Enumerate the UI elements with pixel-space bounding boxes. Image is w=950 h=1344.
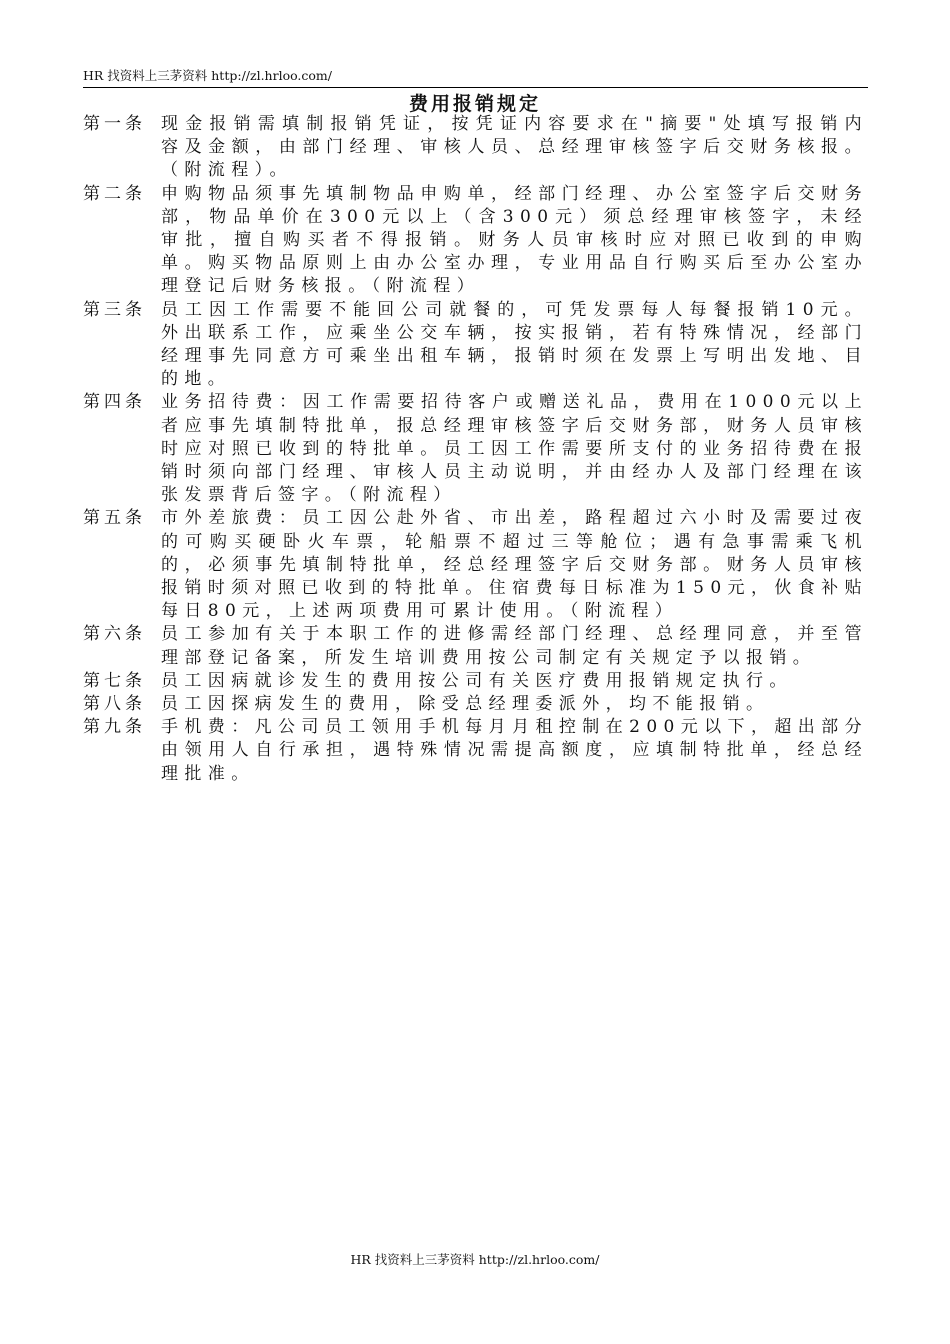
article-3 bbox=[83, 299, 868, 392]
document-title: 费用报销规定 bbox=[408, 93, 541, 115]
article-2 bbox=[83, 183, 868, 299]
article-label: 第四条 bbox=[83, 392, 146, 413]
article-label: 第五条 bbox=[83, 508, 146, 529]
article-text: 市外差旅费：员工因公赴外省、市出差，路程超过六小时及需要过夜的可购买硬卧火车票，轮船票不超过三等舱位；遇有急事需乘飞机的，必须事先填制特批单，经总经理签字后交财务部。财务人员审核报销时须对照已收到的特批单。住宿费每日标准为150元，伙食补贴每日80元，上述两项费用可累计使用。（附流程） bbox=[161, 508, 868, 622]
article-5 bbox=[83, 507, 868, 623]
article-7 bbox=[83, 670, 868, 693]
article-text: 员工因工作需要不能回公司就餐的，可凭发票每人每餐报销10元。外出联系工作，应乘坐公交车辆，按实报销，若有特殊情况，经部门经理事先同意方可乘坐出租车辆，报销时须在发票上写明出发地、目的地。 bbox=[161, 299, 868, 390]
article-label: 第九条 bbox=[83, 717, 146, 738]
article-text: 员工因病就诊发生的费用按公司有关医疗费用报销规定执行。 bbox=[161, 670, 793, 691]
page-footer: HR 找资料上三茅资料 http://zl.hrloo.com/ bbox=[350, 1252, 600, 1267]
article-label: 第二条 bbox=[83, 183, 146, 204]
article-text: 现金报销需填制报销凭证，按凭证内容要求在"摘要"处填写报销内容及金额，由部门经理、审核人员、总经理审核签字后交财务核报。（附流程）。 bbox=[161, 114, 868, 181]
article-1 bbox=[83, 113, 868, 183]
article-label: 第三条 bbox=[83, 299, 146, 320]
article-text: 员工因探病发生的费用，除受总经理委派外，均不能报销。 bbox=[161, 694, 770, 715]
page-header: HR 找资料上三茅资料 http://zl.hrloo.com/ bbox=[83, 66, 868, 88]
article-8 bbox=[83, 693, 868, 716]
article-label: 第一条 bbox=[83, 114, 146, 134]
article-label: 第七条 bbox=[83, 670, 146, 691]
article-list bbox=[83, 113, 868, 786]
article-label: 第八条 bbox=[83, 694, 146, 715]
article-text: 业务招待费：因工作需要招待客户或赠送礼品，费用在1000元以上者应事先填制特批单，报总经理审核签字后交财务部，财务人员审核时应对照已收到的特批单。员工因工作需要所支付的业务招待费在报销时须向部门经理、审核人员主动说明，并由经办人及部门经理在该张发票背后签字。（附流程） bbox=[161, 392, 868, 506]
article-9 bbox=[83, 716, 868, 786]
article-4 bbox=[83, 391, 868, 507]
article-text: 申购物品须事先填制物品申购单，经部门经理、办公室签字后交财务部，物品单价在300元以上（含300元）须总经理审核签字，未经审批，擅自购买者不得报销。财务人员审核时应对照已收到的申购单。购买物品原则上由办公室办理，专业用品自行购买后至办公室办理登记后财务核报。（附流程） bbox=[161, 183, 868, 297]
article-text: 员工参加有关于本职工作的进修需经部门经理、总经理同意，并至管理部登记备案，所发生培训费用按公司制定有关规定予以报销。 bbox=[161, 624, 868, 668]
article-text: 手机费：凡公司员工领用手机每月月租控制在200元以下，超出部分由领用人自行承担，遇特殊情况需提高额度，应填制特批单，经总经理批准。 bbox=[161, 717, 868, 784]
article-label: 第六条 bbox=[83, 624, 146, 645]
article-6 bbox=[83, 623, 868, 669]
